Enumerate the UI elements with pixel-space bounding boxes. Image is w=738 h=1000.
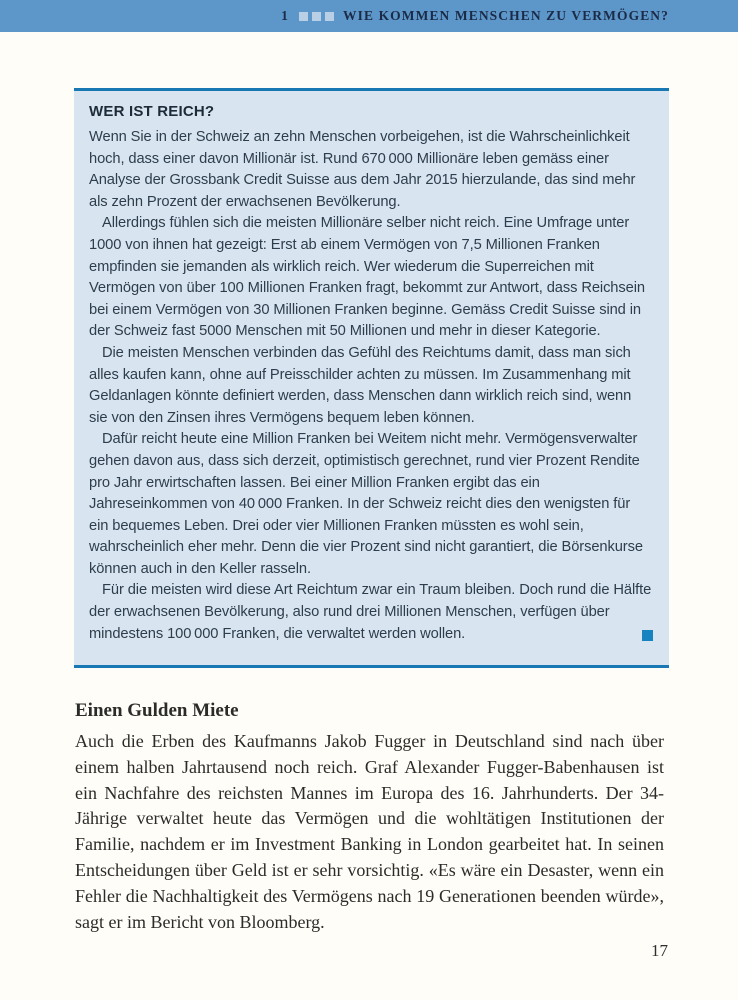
infobox-paragraph xyxy=(89,343,653,429)
square-icon xyxy=(299,12,308,21)
section-heading: Einen Gulden Miete xyxy=(75,700,239,721)
section-paragraph: Auch die Erben des Kaufmanns Jakob Fugger in Deutschland sind nach über einem halben Jahrtausend noch reich. Graf Alexander Fugger-Babenhausen ist ein Nachfahre des reichsten Mannes im Europa des 16. Jahrhunderts. Der 34-Jährige verwaltet heute das Vermögen und die wohltätigen Institutionen der Familie, nachdem er im Investment Banking in London gearbeitet hat. In seinen Entscheidungen über Geld ist er sehr vorsichtig. «Es wäre ein Desaster, wenn ein Fehler die Nachhaltigkeit des Vermögens nach 19 Generationen beenden würde», sagt er im Bericht von Bloomberg. xyxy=(75,731,664,932)
page-number: 17 xyxy=(651,941,668,960)
square-icon xyxy=(325,12,334,21)
chapter-header-bar xyxy=(0,0,738,32)
infobox-paragraph-text: Dafür reicht heute eine Million Franken bei Weitem nicht mehr. Vermögensverwalter gehen davon aus, dass sich derzeit, optimistisch gerechnet, rund vier Prozent Rendite pro Jahr erwirtschaften lassen. Bei einer Million Franken ergibt das ein Jahreseinkommen von 40 000 Franken. In der Schweiz reicht dies den wenigsten für ein bequemes Leben. Drei oder vier Millionen Franken müssten es wohl sein, wahrscheinlich eher mehr. Denn die vier Prozent sind nicht garantiert, die Börsenkurse können auch in den Keller rasseln. xyxy=(89,431,643,577)
infobox-paragraph-text: Die meisten Menschen verbinden das Gefühl des Reichtums damit, dass man sich alles kaufen kann, ohne auf Preisschilder achten zu müssen. Im Zusammenhang mit Geldanlagen könnte definiert werden, dass Menschen dann wirklich reich sind, wenn sie von den Zinsen ihres Vermögens bequem leben können. xyxy=(89,344,632,426)
infobox-paragraph-text: Für die meisten wird diese Art Reichtum zwar ein Traum bleiben. Doch rund die Hälfte der erwachsenen Bevölkerung, also rund drei Millionen Menschen, verfügen über mindestens 100 000 Franken, die verwaltet werden wollen. xyxy=(89,582,652,642)
chapter-title: WIE KOMMEN MENSCHEN ZU VERMÖGEN? xyxy=(343,8,669,23)
infobox-paragraph-text: Allerdings fühlen sich die meisten Millionäre selber nicht reich. Eine Umfrage unter 1000 von ihnen hat gezeigt: Erst ab einem Vermögen von 7,5 Millionen Franken empfinden sie jemanden als wirklich reich. Wer wiederum die Superreichen mit Vermögen von über 100 Millionen Franken fragt, bekommt zur Antwort, dass Reichsein bei einem Vermögen von 30 Millionen Franken beginne. Gemäss Credit Suisse sind in der Schweiz fast 5000 Menschen mit 50 Millionen und mehr in dieser Kategorie. xyxy=(89,215,645,340)
infobox-paragraph xyxy=(89,429,653,580)
infobox-wer-ist-reich xyxy=(74,88,669,668)
infobox-paragraph xyxy=(89,580,653,645)
section-einen-gulden-miete xyxy=(75,700,664,935)
chapter-squares-icon xyxy=(299,12,334,21)
infobox-paragraph-text: Wenn Sie in der Schweiz an zehn Menschen vorbeigehen, ist die Wahrscheinlichkeit hoch, dass einer davon Millionär ist. Rund 670 000 Millionäre leben gemäss einer Analyse der Grossbank Credit Suisse aus dem Jahr 2015 hierzulande, das sind mehr als zehn Prozent der erwachsenen Bevölkerung. xyxy=(89,129,636,210)
infobox-paragraph xyxy=(89,127,653,213)
infobox-title: WER IST REICH? xyxy=(89,103,215,120)
infobox-paragraph xyxy=(89,213,653,343)
chapter-number: 1 xyxy=(281,8,290,23)
end-of-box-marker-icon xyxy=(642,630,653,641)
square-icon xyxy=(312,12,321,21)
